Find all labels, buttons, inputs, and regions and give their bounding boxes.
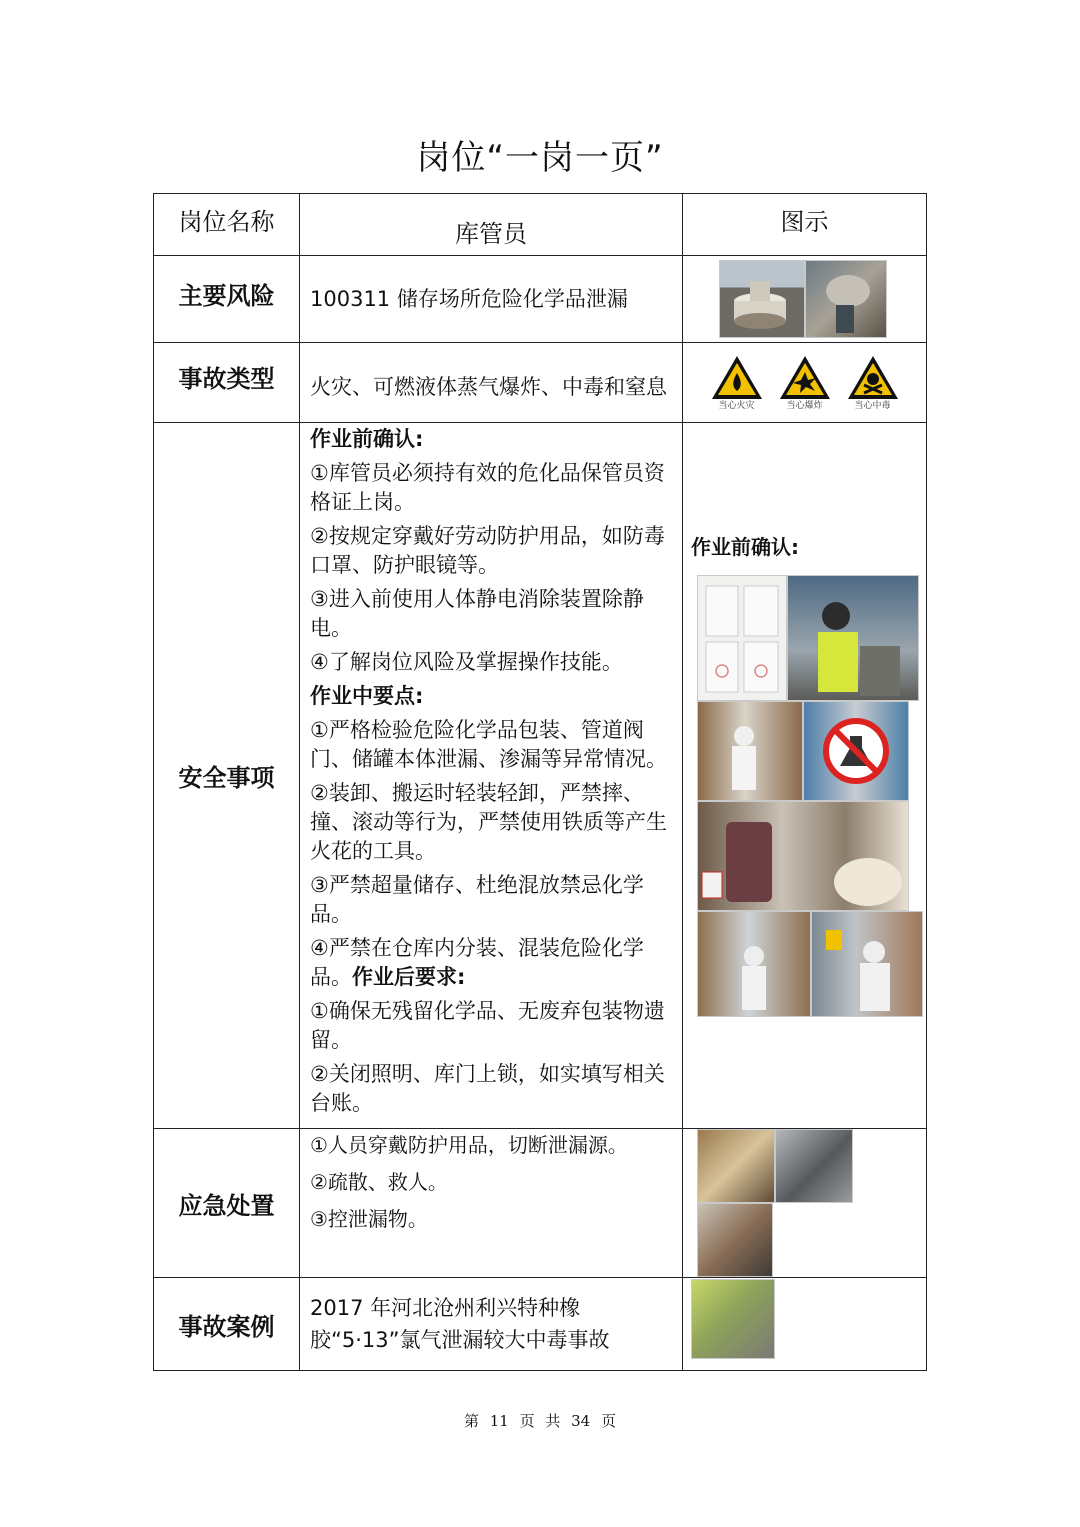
header-job-value: 库管员: [300, 194, 683, 256]
risk-photos: [683, 256, 927, 343]
chlorine-leak-photo: [691, 1279, 775, 1359]
risk-label: 主要风险: [154, 256, 300, 343]
worker-ppe-photo: [787, 575, 919, 701]
prohibition-icon: [804, 702, 908, 800]
emergency-item: ①人员穿戴防护用品，切断泄漏源。: [310, 1133, 628, 1157]
safety-photo-grid: [697, 575, 923, 1017]
row-main-risk: [154, 256, 927, 343]
storage-tank-photo: [719, 260, 805, 338]
sign-fire: [709, 353, 765, 412]
row-safety: [154, 423, 927, 1129]
toxic-warning-icon: [846, 353, 900, 401]
row-case: [154, 1278, 927, 1371]
during-item: ②装卸、搬运时轻装轻卸，严禁摔、撞、滚动等行为，严禁使用铁质等产生火花的工具。: [310, 781, 667, 863]
case-photo-cell: [683, 1278, 927, 1371]
no-chemicals-sign-photo: [803, 701, 909, 801]
warehouse-shelf-photo: [697, 701, 803, 801]
risk-text: 100311 储存场所危险化学品泄漏: [310, 286, 628, 311]
door-check-photo: [811, 911, 923, 1017]
during-item: ①严格检验危险化学品包装、管道阀门、储罐本体泄漏、渗漏等异常情况。: [310, 718, 667, 771]
flammable-warning-icon: [710, 353, 764, 401]
row-emergency: [154, 1129, 927, 1278]
accident-type-text: 火灾、可燃液体蒸气爆炸、中毒和窒息: [310, 375, 667, 399]
accident-type-label: 事故类型: [154, 343, 300, 423]
page-footer: 第 11 页 共 34 页: [463, 1412, 616, 1430]
during-item: ③严禁超量储存、杜绝混放禁忌化学品。: [310, 873, 644, 926]
during-heading: 作业中要点:: [310, 684, 424, 708]
leak-site-photo: [805, 260, 887, 338]
worker-icon: [788, 576, 918, 700]
table-header-row: [154, 194, 927, 256]
job-safety-table: [153, 193, 927, 1371]
safety-image-caption: 作业前确认:: [691, 535, 799, 559]
emergency-label: 应急处置: [154, 1129, 300, 1278]
warning-signs: [683, 351, 926, 414]
before-item: ④了解岗位风险及掌握操作技能。: [310, 650, 623, 674]
before-heading: 作业前确认:: [310, 427, 424, 451]
header-illustration: 图示: [683, 194, 927, 256]
pipe-icon: [806, 261, 886, 337]
emergency-item: ③控泄漏物。: [310, 1207, 428, 1231]
after-heading: 作业后要求:: [352, 965, 466, 989]
certificate-icon: [698, 576, 786, 700]
hazmat-worker-icon: [698, 702, 802, 800]
aisle-inspection-photo: [697, 911, 811, 1017]
before-item: ②按规定穿戴好劳动防护用品，如防毒口罩、防护眼镜等。: [310, 524, 665, 577]
chemical-drums-photo: [697, 801, 909, 911]
row-accident-type: [154, 343, 927, 423]
leak-control-photo: [697, 1203, 773, 1277]
before-item: ③进入前使用人体静电消除装置除静电。: [310, 587, 644, 640]
safety-label: 安全事项: [154, 423, 300, 1129]
sign-fire-label: 当心火灾: [718, 401, 755, 411]
sign-explosion-label: 当心爆炸: [786, 401, 823, 411]
emergency-list: [300, 1129, 682, 1237]
safety-content: [300, 423, 682, 1127]
case-label: 事故案例: [154, 1278, 300, 1371]
sign-poison-label: 当心中毒: [854, 401, 891, 411]
after-item: ②关闭照明、库门上锁，如实填写相关台账。: [310, 1062, 665, 1115]
explosive-warning-icon: [778, 353, 832, 401]
firefighter-photo: [697, 1129, 775, 1203]
emergency-photos: [683, 1129, 927, 1278]
evacuation-photo: [775, 1129, 853, 1203]
during-last-item: ④严禁在仓库内分装、混装危险化学品。: [310, 936, 644, 989]
id-card-photo: [697, 575, 787, 701]
during-item: [310, 934, 674, 992]
emergency-item: ②疏散、救人。: [310, 1170, 448, 1194]
before-item: ①库管员必须持有效的危化品保管员资格证上岗。: [310, 461, 665, 514]
after-item: ①确保无残留化学品、无废弃包装物遗留。: [310, 999, 665, 1052]
sign-explosion: [777, 353, 833, 412]
header-job-name: 岗位名称: [154, 194, 300, 256]
hazmat-suit-icon: [812, 912, 922, 1016]
drum-icon: [698, 802, 908, 910]
inspector-icon: [698, 912, 810, 1016]
sign-poison: [845, 353, 901, 412]
case-text: 2017 年河北沧州利兴特种橡胶“5·13”氯气泄漏较大中毒事故: [310, 1296, 610, 1352]
tank-icon: [720, 261, 804, 337]
page-title: 岗位“一岗一页”: [416, 138, 664, 178]
